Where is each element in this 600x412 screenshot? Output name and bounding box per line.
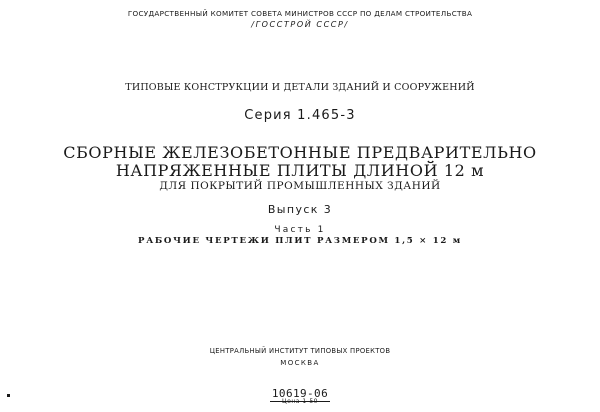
drawings-subtitle: РАБОЧИЕ ЧЕРТЕЖИ ПЛИТ РАЗМЕРОМ 1,5 × 12 м bbox=[138, 236, 462, 246]
part-label: Часть 1 bbox=[274, 225, 326, 235]
institute-name: ЦЕНТРАЛЬНЫЙ ИНСТИТУТ ТИПОВЫХ ПРОЕКТОВ bbox=[209, 347, 391, 355]
issue-label: Выпуск 3 bbox=[267, 203, 333, 216]
committee-name: ГОСУДАРСТВЕННЫЙ КОМИТЕТ СОВЕТА МИНИСТРОВ СССР ПО ДЕЛАМ СТРОИТЕЛЬСТВА bbox=[127, 9, 473, 18]
typical-constructions-heading: ТИПОВЫЕ КОНСТРУКЦИИ И ДЕТАЛИ ЗДАНИЙ И СООРУЖЕНИЙ bbox=[125, 82, 475, 93]
gosstroy-label: /ГОССТРОЙ СССР/ bbox=[251, 20, 349, 29]
series-number: Серия 1.465-3 bbox=[244, 108, 356, 123]
title-line-3: ДЛЯ ПОКРЫТИЙ ПРОМЫШЛЕННЫХ ЗДАНИЙ bbox=[159, 180, 441, 192]
title-line-2: НАПРЯЖЕННЫЕ ПЛИТЫ ДЛИНОЙ 12 м bbox=[115, 161, 485, 180]
price-label: Цена 1-50 bbox=[282, 398, 318, 405]
title-line-1: СБОРНЫЕ ЖЕЛЕЗОБЕТОННЫЕ ПРЕДВАРИТЕЛЬНО bbox=[63, 143, 537, 162]
city-name: МОСКВА bbox=[280, 359, 320, 367]
document-code: 10619-06 bbox=[271, 387, 329, 400]
margin-mark bbox=[7, 394, 10, 397]
